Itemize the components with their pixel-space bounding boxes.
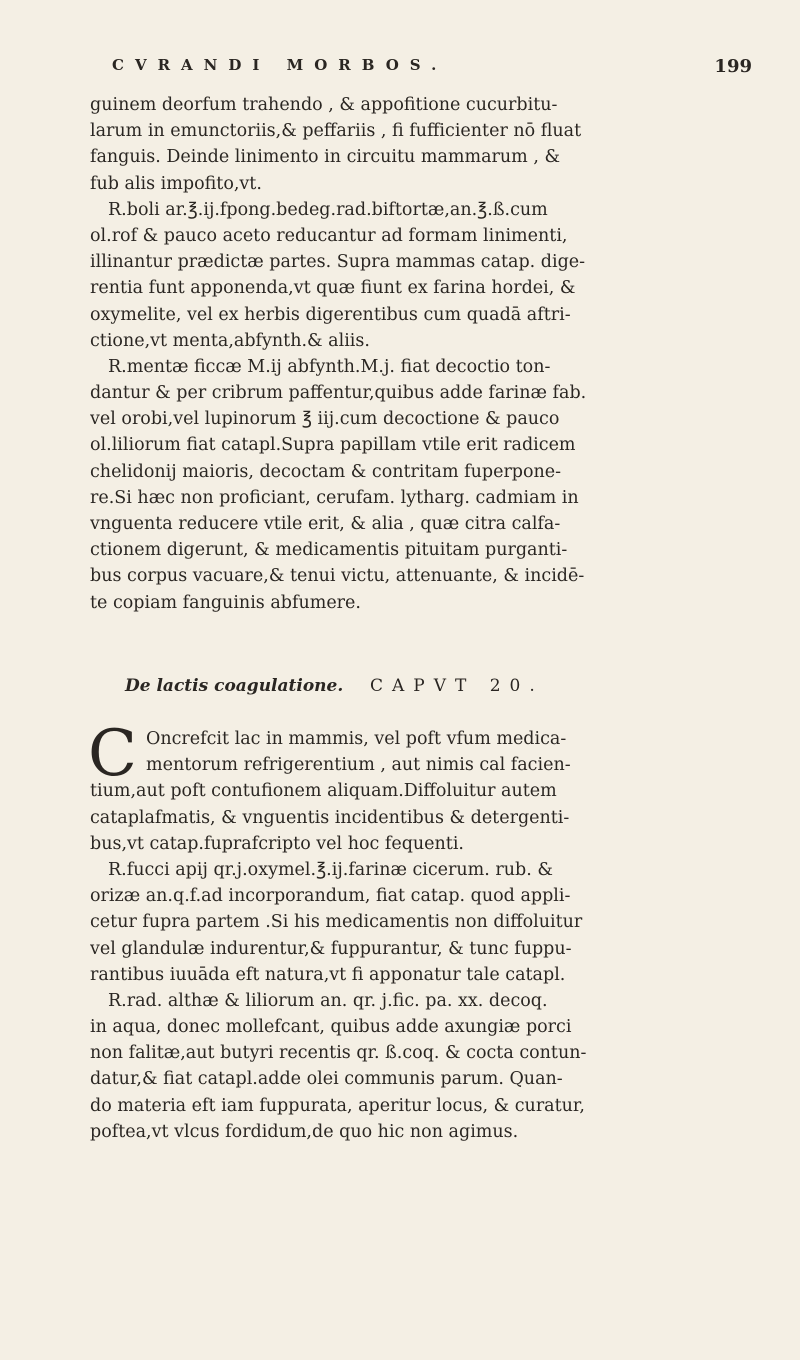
chapter-label: CAPVT 20. (370, 676, 544, 696)
text-line: do materia eft iam fuppurata, aperitur locus, & curatur, (90, 1095, 585, 1116)
text-line: R.rad. althæ & liliorum an. qr. j.fic. pa. xx. decoq. (108, 990, 548, 1011)
text-line: chelidonij maioris, decoctam & contritam fuperpone- (90, 461, 562, 482)
text-line: ol.liliorum fiat catapl.Supra papillam vtile erit radicem (90, 435, 576, 456)
text-line: in aqua, donec mollefcant, quibus adde axungiæ porci (90, 1017, 572, 1038)
text-line: vel glandulæ indurentur,& fuppurantur, & tunc fuppu- (90, 938, 572, 959)
text-line: Oncrefcit lac in mammis, vel poft vfum medica- (146, 729, 567, 749)
text-line: ctione,vt menta,abfynth.& aliis. (90, 330, 370, 351)
text-line: R.mentæ ficcæ M.ij abfynth.M.j. fiat decoctio ton- (108, 356, 551, 377)
text-line: guinem deorfum trahendo , & appofitione cucurbitu- (90, 95, 558, 115)
chapter-text-block (90, 726, 765, 1145)
page-header (112, 56, 752, 86)
text-line: rentia funt apponenda,vt quæ fiunt ex farina hordei, & (90, 278, 576, 299)
text-line: orizæ an.q.f.ad incorporandum, fiat catap. quod appli- (90, 886, 571, 907)
text-line: mentorum refrigerentium , aut nimis cal facien- (146, 755, 571, 776)
text-line: fub alis impofito,vt. (90, 173, 262, 194)
chapter-heading (125, 676, 725, 706)
text-line: illinantur prædictæ partes. Supra mammas catap. dige- (90, 252, 586, 273)
text-line: vnguenta reducere vtile erit, & alia , quæ citra calfa- (90, 514, 561, 534)
text-line: vel orobi,vel lupinorum ℥ iij.cum decoctione & pauco (90, 409, 560, 430)
text-line: fanguis. Deinde linimento in circuitu mammarum , & (90, 147, 561, 168)
text-line: cetur fupra partem .Si his medicamentis non diffoluitur (90, 912, 583, 933)
text-line: oxymelite, vel ex herbis digerentibus cum quadā aftri- (90, 304, 571, 325)
text-line: R.boli ar.℥.ij.fpong.bedeg.rad.biftortæ,an.℥.ß.cum (108, 199, 548, 220)
text-line: non falitæ,aut butyri recentis qr. ß.coq. & cocta contun- (90, 1043, 587, 1064)
text-line: te copiam fanguinis abfumere. (90, 592, 361, 613)
text-line: dantur & per cribrum paffentur,quibus adde farinæ fab. (90, 383, 587, 404)
text-line: ol.rof & pauco aceto reducantur ad formam linimenti, (90, 225, 568, 246)
text-line: poftea,vt vlcus fordidum,de quo hic non agimus. (90, 1121, 519, 1142)
text-line: cataplafmatis, & vnguentis incidentibus & detergenti- (90, 807, 570, 828)
text-line: re.Si hæc non proficiant, cerufam. lytharg. cadmiam in (90, 487, 579, 508)
text-line: larum in emunctoriis,& peffariis , fi fufficienter nō fluat (90, 121, 582, 142)
text-line: tium,aut poft contufionem aliquam.Diffoluitur autem (90, 781, 557, 802)
text-line: datur,& fiat catapl.adde olei communis parum. Quan- (90, 1069, 563, 1090)
main-text-block (90, 92, 765, 616)
text-line: ctionem digerunt, & medicamentis pituitam purganti- (90, 540, 568, 561)
running-head: CVRANDI MORBOS. (112, 56, 448, 74)
page-number: 199 (714, 56, 752, 77)
text-line: rantibus iuuāda eft natura,vt fi apponatur tale catapl. (90, 964, 566, 985)
text-line: bus,vt catap.fuprafcripto vel hoc fequenti. (90, 833, 464, 854)
chapter-title: De lactis coagulatione. (125, 676, 344, 696)
text-line: R.fucci apij qr.j.oxymel.℥.ij.farinæ cicerum. rub. & (108, 859, 553, 880)
text-line: bus corpus vacuare,& tenui victu, attenuante, & incidē- (90, 566, 585, 587)
drop-cap: C (88, 717, 137, 791)
